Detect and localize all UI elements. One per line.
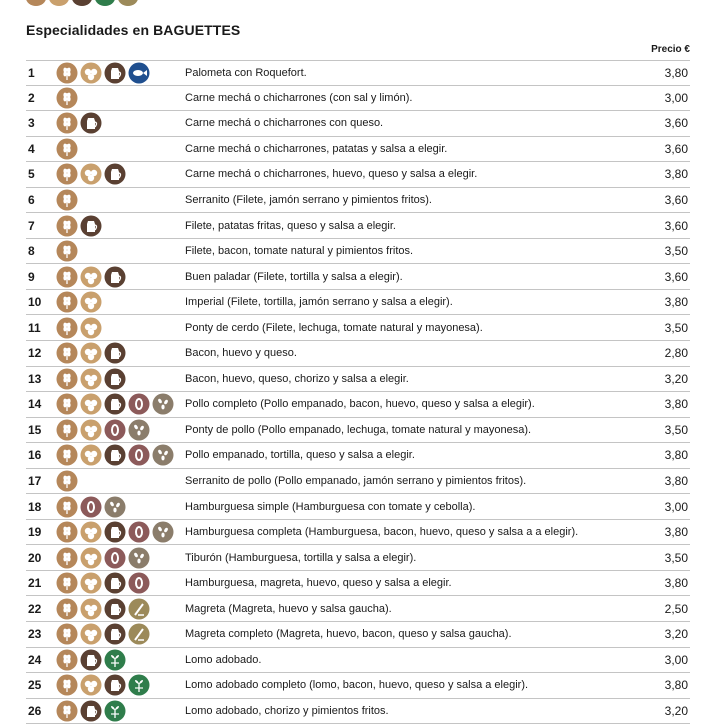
allergen-icons: [56, 496, 184, 518]
table-row: [26, 418, 690, 444]
item-description: Serranito de pollo (Pollo empanado, jamón serrano y pimientos fritos).: [185, 475, 527, 488]
allergen-icons: [56, 163, 184, 185]
item-price: 3,60: [664, 193, 688, 207]
allergen-icons: [56, 521, 184, 543]
milk-jug-icon: [104, 368, 126, 390]
wheat-icon: [56, 444, 78, 466]
table-row: [26, 367, 690, 393]
table-row: [26, 596, 690, 622]
wheat-icon: [56, 393, 78, 415]
peanut-icon: [104, 547, 126, 569]
wheat-icon: [56, 189, 78, 211]
table-row: [26, 264, 690, 290]
item-price: 3,80: [664, 525, 688, 540]
table-row: [26, 520, 690, 546]
sesame-icon: [104, 496, 126, 518]
wheat-icon: [56, 291, 78, 313]
allergen-icons: [56, 138, 184, 160]
allergen-icons: [56, 342, 184, 364]
allergen-icons: [56, 419, 184, 441]
allergen-icons: [56, 215, 184, 237]
table-row: [26, 188, 690, 214]
egg-icon: [80, 291, 102, 313]
item-price: 3,60: [664, 269, 688, 284]
allergen-icons: [56, 598, 184, 620]
item-number: 24: [28, 652, 42, 667]
item-description: Tiburón (Hamburguesa, tortilla y salsa a elegir).: [185, 551, 417, 564]
item-price: 3,60: [664, 218, 688, 233]
wheat-icon: [56, 674, 78, 696]
sesame-icon: [128, 547, 150, 569]
item-number: 3: [28, 116, 35, 131]
item-price: 3,60: [664, 141, 688, 156]
peanut-icon: [128, 444, 150, 466]
item-number: 23: [28, 627, 42, 642]
egg-icon: [80, 674, 102, 696]
item-price: 3,80: [664, 474, 688, 489]
mustard-icon: [128, 623, 150, 645]
item-number: 9: [28, 269, 35, 284]
wheat-icon: [56, 163, 78, 185]
allergen-icons: [56, 189, 184, 211]
item-description: Carne mechá o chicharrones con queso.: [185, 117, 384, 130]
milk-jug-icon: [104, 521, 126, 543]
item-description: Palometa con Roquefort.: [185, 66, 307, 79]
item-price: 3,80: [664, 65, 688, 80]
item-price: 3,60: [664, 116, 688, 131]
item-number: 6: [28, 193, 35, 207]
egg-icon: [80, 368, 102, 390]
table-row: [26, 648, 690, 674]
milk-jug-icon: [104, 623, 126, 645]
table-row: [26, 494, 690, 520]
allergen-icons: [56, 112, 184, 134]
price-column-header: Precio €: [651, 44, 690, 55]
wheat-icon: [56, 368, 78, 390]
table-row: [26, 673, 690, 699]
item-description: Imperial (Filete, tortilla, jamón serrano y salsa a elegir).: [185, 296, 453, 309]
item-description: Carne mechá o chicharrones, patatas y salsa a elegir.: [185, 142, 448, 155]
egg-icon: [49, 0, 69, 6]
wheat-icon: [56, 215, 78, 237]
item-price: 3,80: [664, 295, 688, 310]
wheat-icon: [56, 138, 78, 160]
item-number: 15: [28, 422, 42, 437]
wheat-icon: [26, 0, 46, 6]
table-row: [26, 86, 690, 112]
item-price: 3,80: [664, 576, 688, 591]
peanut-icon: [104, 419, 126, 441]
item-description: Bacon, huevo, queso, chorizo y salsa a elegir.: [185, 372, 409, 385]
egg-icon: [80, 598, 102, 620]
item-number: 21: [28, 576, 42, 591]
allergen-icons: [56, 623, 184, 645]
item-description: Pollo empanado, tortilla, queso y salsa a elegir.: [185, 449, 415, 462]
wheat-icon: [56, 598, 78, 620]
egg-icon: [80, 419, 102, 441]
item-number: 20: [28, 550, 42, 565]
item-price: 3,80: [664, 397, 688, 412]
table-row: [26, 111, 690, 137]
item-description: Bacon, huevo y queso.: [185, 347, 297, 360]
item-description: Carne mechá o chicharrones, huevo, queso y salsa a elegir.: [185, 168, 478, 181]
allergen-icons: [56, 393, 184, 415]
item-description: Ponty de pollo (Pollo empanado, lechuga, tomate natural y mayonesa).: [185, 423, 532, 436]
egg-icon: [80, 342, 102, 364]
item-price: 3,00: [664, 652, 688, 667]
milk-jug-icon: [104, 393, 126, 415]
item-number: 8: [28, 244, 35, 259]
item-number: 5: [28, 167, 35, 182]
item-number: 12: [28, 346, 42, 361]
egg-icon: [80, 393, 102, 415]
allergen-icons: [56, 266, 184, 288]
table-row: [26, 571, 690, 597]
item-description: Filete, bacon, tomate natural y pimientos fritos.: [185, 245, 414, 258]
egg-icon: [80, 163, 102, 185]
item-number: 26: [28, 703, 42, 718]
item-price: 3,20: [664, 627, 688, 642]
allergen-icons: [56, 547, 184, 569]
item-price: 3,00: [664, 499, 688, 514]
item-description: Lomo adobado.: [185, 653, 262, 666]
item-number: 19: [28, 525, 42, 540]
item-description: Hamburguesa simple (Hamburguesa con tomate y cebolla).: [185, 500, 476, 513]
item-description: Filete, patatas fritas, queso y salsa a elegir.: [185, 219, 396, 232]
table-row: [26, 443, 690, 469]
allergen-icons: [56, 674, 184, 696]
allergen-icons: [56, 470, 184, 492]
egg-icon: [80, 317, 102, 339]
wheat-icon: [56, 547, 78, 569]
item-price: 3,00: [664, 90, 688, 105]
milk-jug-icon: [104, 444, 126, 466]
item-number: 7: [28, 218, 35, 233]
top-allergen-strip: [26, 0, 138, 6]
allergen-icons: [56, 368, 184, 390]
wheat-icon: [56, 700, 78, 722]
milk-jug-icon: [104, 598, 126, 620]
item-price: 3,80: [664, 167, 688, 182]
allergen-icons: [56, 700, 184, 722]
sesame-icon: [152, 521, 174, 543]
wheat-icon: [56, 572, 78, 594]
table-row: [26, 239, 690, 265]
table-row: [26, 545, 690, 571]
celery-icon: [104, 700, 126, 722]
sesame-icon: [128, 419, 150, 441]
milk-jug-icon: [80, 112, 102, 134]
table-row: [26, 162, 690, 188]
wheat-icon: [56, 342, 78, 364]
celery-icon: [104, 649, 126, 671]
celery-icon: [128, 674, 150, 696]
item-description: Magreta (Magreta, huevo y salsa gaucha).: [185, 602, 392, 615]
item-number: 10: [28, 295, 42, 310]
wheat-icon: [56, 87, 78, 109]
allergen-icons: [56, 291, 184, 313]
wheat-icon: [56, 419, 78, 441]
wheat-icon: [56, 470, 78, 492]
peanut-icon: [128, 521, 150, 543]
wheat-icon: [56, 521, 78, 543]
peanut-icon: [128, 393, 150, 415]
item-number: 17: [28, 474, 42, 489]
table-row: [26, 315, 690, 341]
milk-jug-icon: [80, 215, 102, 237]
milk-jug-icon: [104, 572, 126, 594]
milk-jug-icon: [104, 163, 126, 185]
egg-icon: [80, 521, 102, 543]
allergen-icons: [56, 444, 184, 466]
wheat-icon: [56, 62, 78, 84]
wheat-icon: [56, 623, 78, 645]
item-price: 3,50: [664, 320, 688, 335]
item-price: 3,50: [664, 550, 688, 565]
mustard-icon: [118, 0, 138, 6]
egg-icon: [80, 266, 102, 288]
mustard-icon: [128, 598, 150, 620]
allergen-icons: [56, 87, 184, 109]
item-description: Buen paladar (Filete, tortilla y salsa a elegir).: [185, 270, 403, 283]
egg-icon: [80, 623, 102, 645]
fish-icon: [128, 62, 150, 84]
egg-icon: [80, 547, 102, 569]
egg-icon: [80, 62, 102, 84]
wheat-icon: [56, 240, 78, 262]
celery-icon: [95, 0, 115, 6]
item-description: Magreta completo (Magreta, huevo, bacon, queso y salsa gaucha).: [185, 628, 512, 641]
item-price: 3,20: [664, 703, 688, 718]
egg-icon: [80, 444, 102, 466]
table-row: [26, 469, 690, 495]
item-description: Lomo adobado, chorizo y pimientos fritos.: [185, 704, 389, 717]
wheat-icon: [56, 496, 78, 518]
milk-jug-icon: [80, 700, 102, 722]
item-description: Hamburguesa, magreta, huevo, queso y salsa a elegir.: [185, 577, 452, 590]
item-number: 2: [28, 90, 35, 105]
item-number: 22: [28, 601, 42, 616]
menu-table: [26, 60, 690, 724]
milk-jug-icon: [104, 62, 126, 84]
peanut-icon: [80, 496, 102, 518]
peanut-icon: [128, 572, 150, 594]
milk-jug-icon: [104, 342, 126, 364]
wheat-icon: [56, 649, 78, 671]
item-description: Hamburguesa completa (Hamburguesa, bacon, huevo, queso y salsa a a elegir).: [185, 526, 579, 539]
milk-jug-icon: [80, 649, 102, 671]
wheat-icon: [56, 112, 78, 134]
item-price: 3,80: [664, 448, 688, 463]
item-number: 16: [28, 448, 42, 463]
item-number: 18: [28, 499, 42, 514]
item-number: 13: [28, 371, 42, 386]
item-number: 4: [28, 141, 35, 156]
table-row: [26, 341, 690, 367]
item-price: 3,20: [664, 371, 688, 386]
wheat-icon: [56, 266, 78, 288]
sesame-icon: [152, 444, 174, 466]
item-number: 11: [28, 320, 41, 335]
item-price: 3,50: [664, 244, 688, 259]
table-row: [26, 392, 690, 418]
item-price: 3,80: [664, 678, 688, 693]
table-row: [26, 60, 690, 86]
sesame-icon: [152, 393, 174, 415]
item-description: Ponty de cerdo (Filete, lechuga, tomate natural y mayonesa).: [185, 321, 483, 334]
section-title: Especialidades en BAGUETTES: [26, 22, 241, 38]
wheat-icon: [56, 317, 78, 339]
item-price: 3,50: [664, 422, 688, 437]
table-row: [26, 213, 690, 239]
allergen-icons: [56, 240, 184, 262]
allergen-icons: [56, 317, 184, 339]
item-price: 2,50: [664, 601, 688, 616]
item-description: Serranito (Filete, jamón serrano y pimientos fritos).: [185, 194, 432, 206]
item-description: Lomo adobado completo (lomo, bacon, huevo, queso y salsa a elegir).: [185, 679, 529, 692]
allergen-icons: [56, 572, 184, 594]
item-price: 2,80: [664, 346, 688, 361]
table-row: [26, 622, 690, 648]
table-row: [26, 137, 690, 163]
allergen-icons: [56, 649, 184, 671]
allergen-icons: [56, 62, 184, 84]
milk-jug-icon: [72, 0, 92, 6]
item-number: 14: [28, 397, 42, 412]
item-number: 1: [28, 65, 35, 80]
item-number: 25: [28, 678, 42, 693]
egg-icon: [80, 572, 102, 594]
milk-jug-icon: [104, 674, 126, 696]
table-row: [26, 699, 690, 724]
item-description: Carne mechá o chicharrones (con sal y limón).: [185, 91, 413, 104]
item-description: Pollo completo (Pollo empanado, bacon, huevo, queso y salsa a elegir).: [185, 398, 535, 411]
table-row: [26, 290, 690, 316]
milk-jug-icon: [104, 266, 126, 288]
